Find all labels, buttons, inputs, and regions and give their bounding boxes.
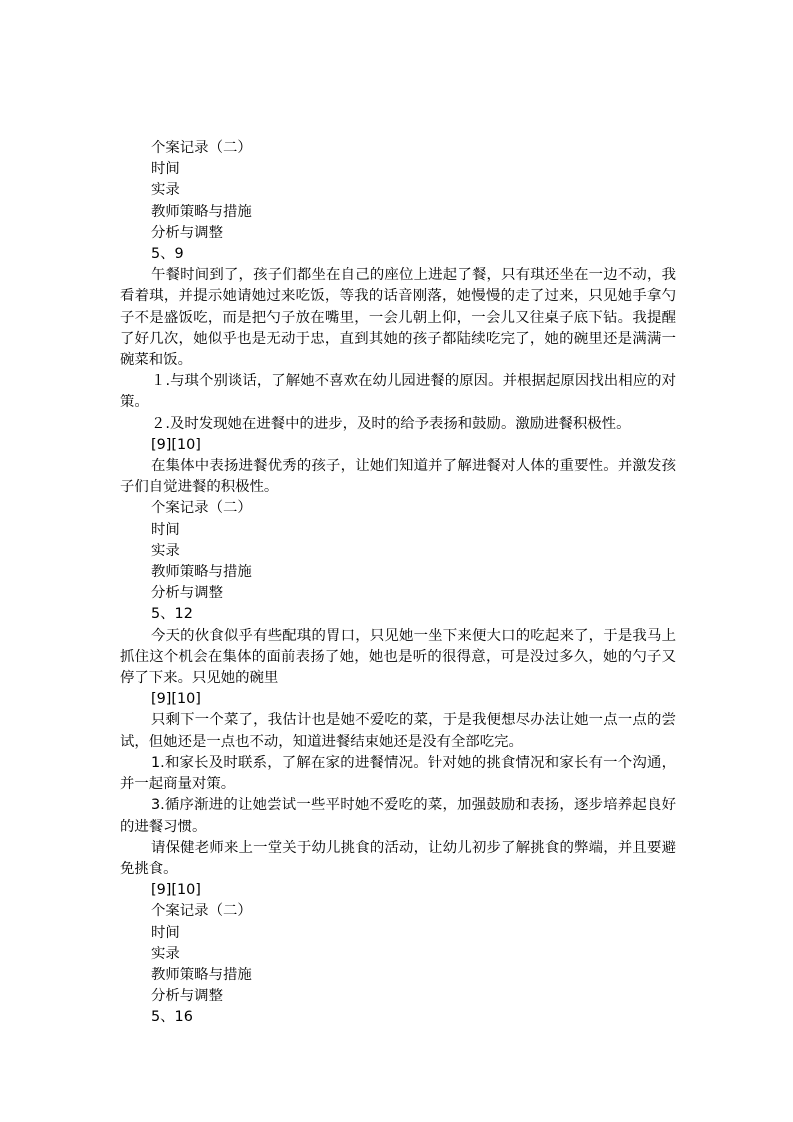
- strategy-paragraph: 1.和家长及时联系，了解在家的进餐情况。针对她的挑食情况和家长有一个沟通，并一起商量对策。: [120, 754, 676, 793]
- section-title: 个案记录（二）: [151, 903, 252, 920]
- column-label-record: 实录: [151, 945, 180, 962]
- column-label-strategy: 教师策略与措施: [151, 966, 252, 983]
- strategy-paragraph: １.与琪个别谈话，了解她不喜欢在幼儿园进餐的原因。并根据起原因找出相应的对策。: [120, 373, 676, 411]
- column-label-analysis: 分析与调整: [151, 988, 223, 1005]
- document-body: [120, 138, 676, 1029]
- column-label-record: 实录: [151, 542, 180, 559]
- record-paragraph: 午餐时间到了，孩子们都坐在自己的座位上进起了餐，只有琪还坐在一边不动，我看着琪，并提示她请她过来吃饭，等我的话音刚落，她慢慢的走了过来，只见她手拿勺子不是盛饭吃，而是把勺子放在嘴里，一会儿朝上仰，一会儿又往桌子底下钻。我提醒了好几次，她似乎也是无动于忠，直到其她的孩子都陆续吃完了，她的碗里还是满满一碗菜和饭。: [120, 267, 676, 369]
- analysis-paragraph: 在集体中表扬进餐优秀的孩子，让她们知道并了解进餐对人体的重要性。并激发孩子们自觉进餐的积极性。: [120, 458, 676, 496]
- column-label-analysis: 分析与调整: [151, 224, 223, 241]
- record-paragraph-continued: 只剩下一个菜了，我估计也是她不爱吃的菜，于是我便想尽办法让她一点一点的尝试，但她还是一点也不动，知道进餐结束她还是没有全部吃完。: [120, 712, 676, 750]
- reference-marks: [9][10]: [151, 436, 201, 453]
- analysis-paragraph: 请保健老师来上一堂关于幼儿挑食的活动，让幼儿初步了解挑食的弊端，并且要避免挑食。: [120, 839, 676, 877]
- reference-marks: [9][10]: [151, 691, 201, 708]
- column-label-time: 时间: [151, 161, 180, 178]
- column-label-record: 实录: [151, 182, 180, 199]
- record-date: 5、9: [151, 246, 184, 263]
- column-label-time: 时间: [151, 924, 180, 941]
- section-title: 个案记录（二）: [151, 140, 252, 156]
- record-date: 5、16: [151, 1009, 193, 1026]
- column-label-time: 时间: [151, 521, 180, 538]
- strategy-paragraph: 3.循序渐进的让她尝试一些平时她不爱吃的菜，加强鼓励和表扬，逐步培养起良好的进餐习惯。: [120, 797, 676, 835]
- column-label-strategy: 教师策略与措施: [151, 203, 252, 220]
- section-title: 个案记录（二）: [151, 500, 252, 517]
- strategy-paragraph: ２.及时发现她在进餐中的进步，及时的给予表扬和鼓励。激励进餐积极性。: [151, 415, 631, 432]
- column-label-strategy: 教师策略与措施: [151, 564, 252, 581]
- record-paragraph: 今天的伙食似乎有些配琪的胃口，只见她一坐下来便大口的吃起来了，于是我马上抓住这个机会在集体的面前表扬了她，她也是听的很得意，可是没过多久，她的勺子又停了下来。只见她的碗里: [120, 627, 676, 687]
- column-label-analysis: 分析与调整: [151, 585, 223, 602]
- record-date: 5、12: [151, 606, 193, 623]
- reference-marks: [9][10]: [151, 882, 201, 899]
